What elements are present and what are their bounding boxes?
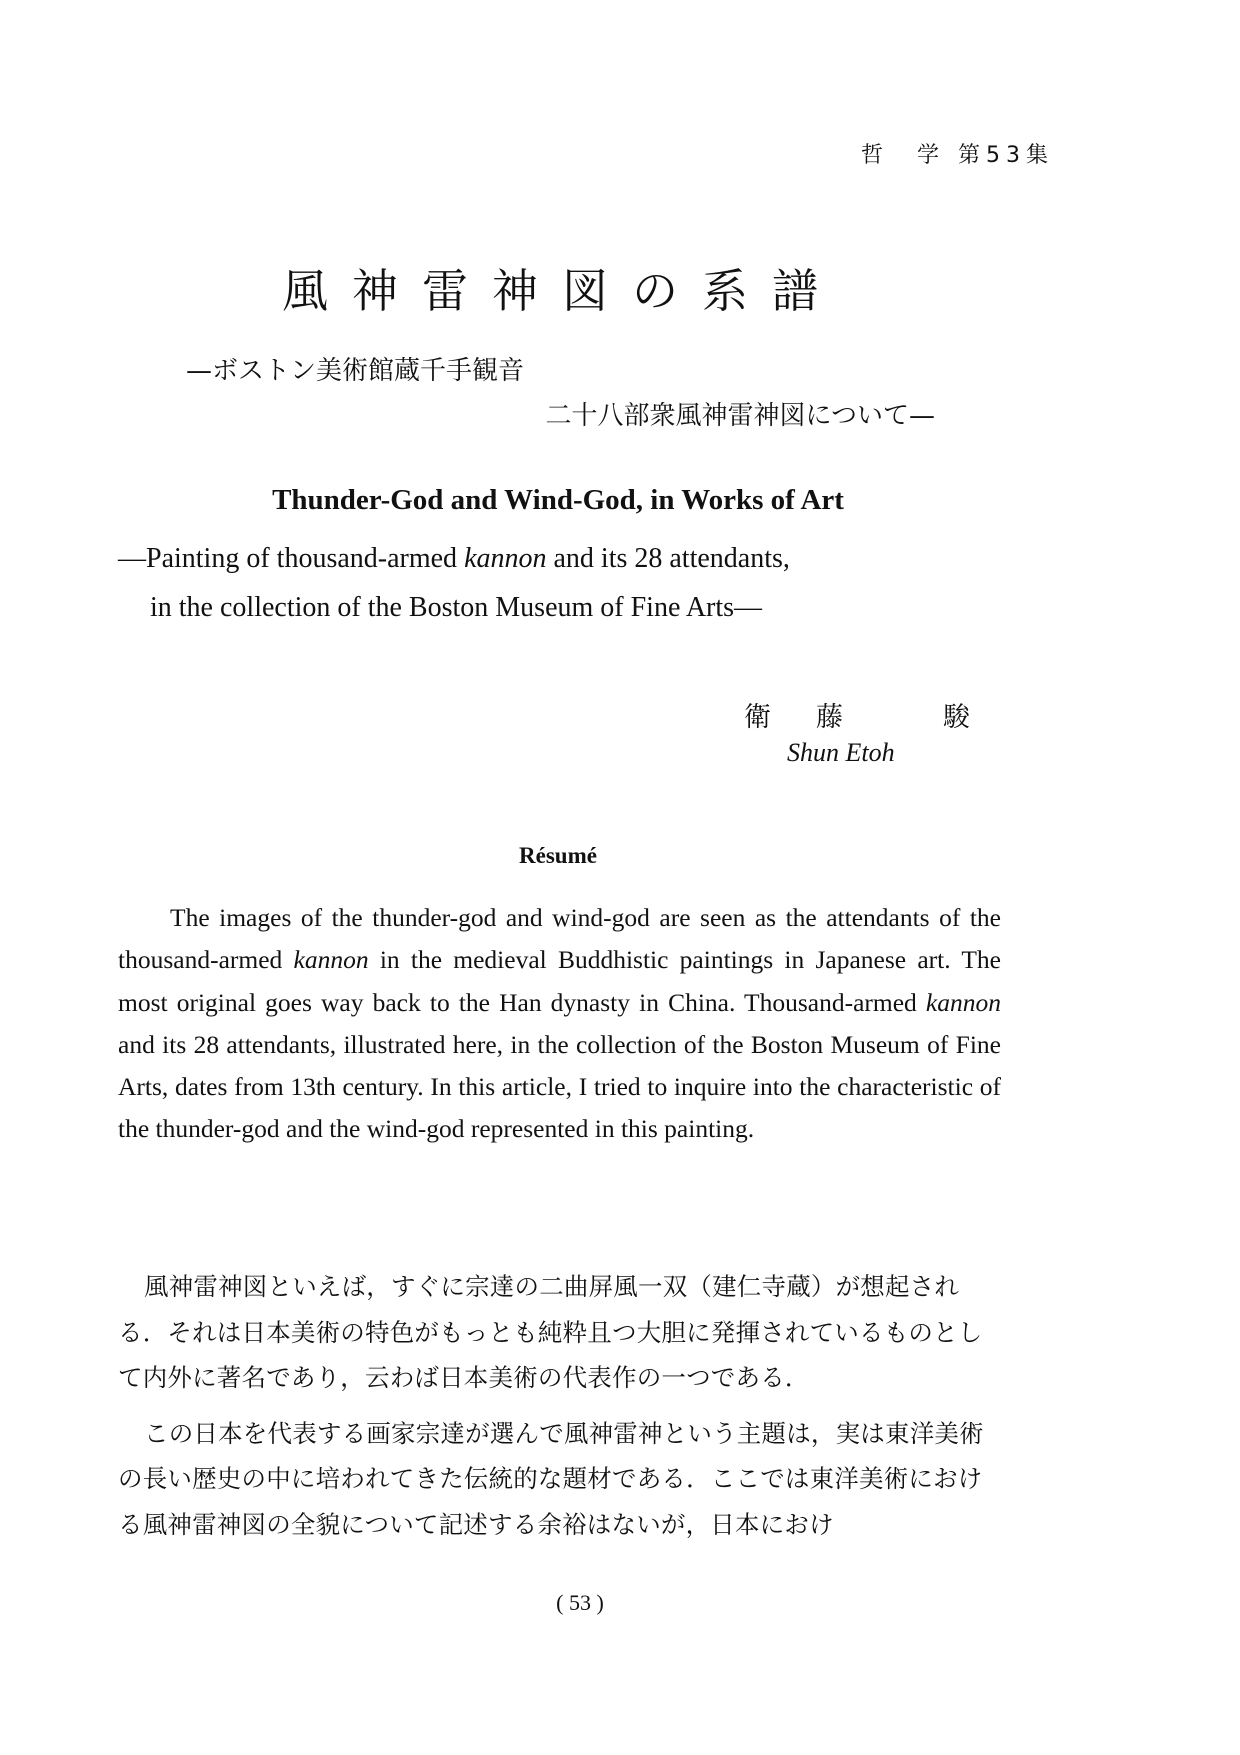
abstract-italic: kannon: [293, 945, 369, 975]
subtitle-italic: kannon: [464, 543, 547, 574]
paragraph: この日本を代表する画家宗達が選んで風神雷神という主題は，実は東洋美術の長い歴史の中に培われてきた伝統的な題材である．ここでは東洋美術における風神雷神図の全貌について記述する余裕はないが，日本におけ: [118, 1418, 984, 1539]
abstract: [118, 897, 1001, 1151]
subtitle-japanese-line1: —ボストン美術館蔵千手観音: [186, 356, 525, 386]
author-family-2: 藤: [816, 702, 843, 733]
journal-header: 哲 学 第53集: [861, 143, 1054, 168]
subtitle-english-line1: [118, 543, 790, 575]
abstract-text: The images of the thunder-god and wind-god are seen as the attendants of the thousand-armed: [118, 903, 1001, 975]
title-japanese: 風神雷神図の系譜: [282, 264, 842, 318]
abstract-italic: kannon: [925, 987, 1001, 1017]
author-english: Shun Etoh: [787, 738, 895, 767]
subtitle-japanese-line2: 二十八部衆風神雷神図について—: [545, 401, 935, 431]
author-family-1: 衛: [744, 702, 771, 733]
page-number: ( 53 ): [556, 1590, 604, 1615]
abstract-text: in the medieval Buddhistic paintings in Japanese art. The most original goes way back to the Han dynasty in China. Thousand-armed: [118, 945, 1002, 1017]
body-japanese: [118, 1264, 1001, 1547]
resume-heading: Résumé: [519, 843, 597, 868]
author-given: 駿: [943, 702, 970, 733]
title-english: Thunder-God and Wind-God, in Works of Art: [272, 484, 844, 516]
subtitle-english-line2: in the collection of the Boston Museum of Fine Arts—: [150, 592, 763, 623]
subtitle-text: —Painting of thousand-armed: [118, 543, 465, 574]
subtitle-text: and its 28 attendants,: [546, 543, 790, 574]
abstract-text: and its 28 attendants, illustrated here, in the collection of the Boston Museum of Fine Arts, dates from 13th century. In this article, I tried to inquire into the characteristic of the thunder-god and the wind-god represented in this painting.: [118, 1029, 1001, 1144]
paragraph: 風神雷神図といえば，すぐに宗達の二曲屏風一双（建仁寺蔵）が想起される．それは日本美術の特色がもっとも純粋且つ大胆に発揮されているものとして内外に著名であり，云わば日本美術の代表作の一つである．: [118, 1272, 983, 1392]
author-japanese: [744, 695, 970, 734]
